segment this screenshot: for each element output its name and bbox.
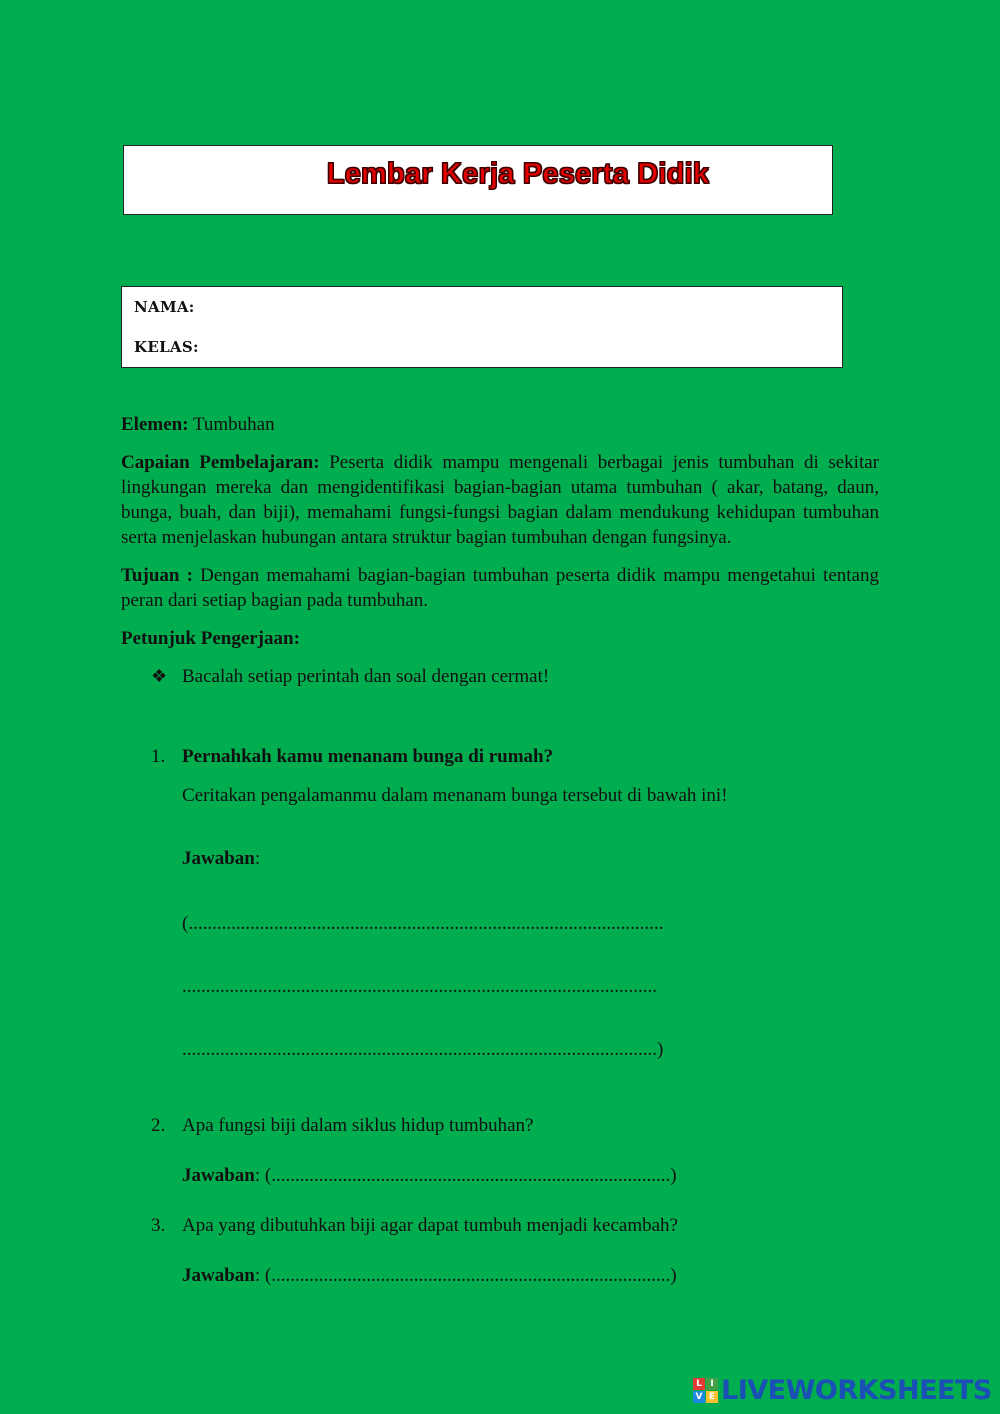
question-1-answer-label: Jawaban: bbox=[182, 848, 261, 869]
identity-box bbox=[121, 286, 843, 368]
question-3-answer-label: Jawaban bbox=[182, 1265, 255, 1286]
question-3-answer-field[interactable]: : (....................................................................................) bbox=[254, 1265, 677, 1286]
question-1-answer-line[interactable]: .................................................................................................... bbox=[182, 976, 657, 997]
question-1-text: Pernahkah kamu menanam bunga di rumah? bbox=[182, 746, 554, 767]
question-1-number: 1. bbox=[151, 746, 166, 767]
petunjuk-heading bbox=[121, 626, 879, 651]
elemen-value: Tumbuhan bbox=[188, 414, 275, 435]
worksheet-content bbox=[121, 412, 879, 702]
petunjuk-label: Petunjuk Pengerjaan: bbox=[121, 628, 300, 649]
instruction-text: Bacalah setiap perintah dan soal dengan cermat! bbox=[182, 666, 550, 687]
title-box bbox=[123, 145, 833, 215]
question-2-text: Apa fungsi biji dalam siklus hidup tumbuhan? bbox=[182, 1115, 534, 1136]
elemen-paragraph bbox=[121, 412, 879, 437]
liveworksheets-brand[interactable] bbox=[693, 1374, 992, 1406]
question-3-text: Apa yang dibutuhkan biji agar dapat tumbuh menjadi kecambah? bbox=[182, 1215, 678, 1236]
brand-name: LIVEWORKSHEETS bbox=[721, 1374, 992, 1406]
instruction-item bbox=[121, 664, 879, 689]
question-2-answer-label: Jawaban bbox=[182, 1165, 255, 1186]
page-title: Lembar Kerja Peserta Didik bbox=[326, 158, 710, 190]
question-2-answer-field[interactable]: : (....................................................................................) bbox=[254, 1165, 677, 1186]
tujuan-text: Dengan memahami bagian-bagian tumbuhan peserta didik mampu mengetahui tentang peran dari setiap bagian pada tumbuhan. bbox=[121, 565, 879, 611]
tujuan-label: Tujuan : bbox=[121, 565, 193, 586]
question-3-number: 3. bbox=[151, 1215, 166, 1236]
question-3-answer bbox=[182, 1263, 677, 1288]
question-2-number: 2. bbox=[151, 1115, 166, 1136]
question-1-answer-line[interactable]: ....................................................................................................) bbox=[182, 1039, 664, 1060]
capaian-text: Peserta didik mampu mengenali berbagai jenis tumbuhan di sekitar lingkungan mereka dan mengidentifikasi bagian-bagian utama tumbuhan ( akar, batang, daun, bunga, buah, dan biji), memahami fungsi-fungsi bagian dalam mendukung kehidupan tumbuhan serta menjelaskan hubungan antara struktur bagian tumbuhan dengan fungsinya. bbox=[121, 452, 880, 548]
question-2-answer bbox=[182, 1163, 677, 1188]
tujuan-paragraph bbox=[121, 563, 879, 613]
question-1-answer-line[interactable]: (.................................................................................................... bbox=[182, 913, 664, 934]
diamond-bullet-icon: ❖ bbox=[151, 666, 168, 686]
elemen-label: Elemen: bbox=[121, 414, 189, 435]
class-label: KELAS: bbox=[134, 338, 199, 356]
question-1-instruction: Ceritakan pengalamanmu dalam menanam bunga tersebut di bawah ini! bbox=[182, 785, 728, 806]
capaian-label: Capaian Pembelajaran: bbox=[121, 452, 320, 473]
liveworksheets-logo-icon: L I V E bbox=[693, 1378, 718, 1403]
name-label: NAMA: bbox=[134, 298, 195, 316]
capaian-paragraph bbox=[121, 450, 879, 550]
